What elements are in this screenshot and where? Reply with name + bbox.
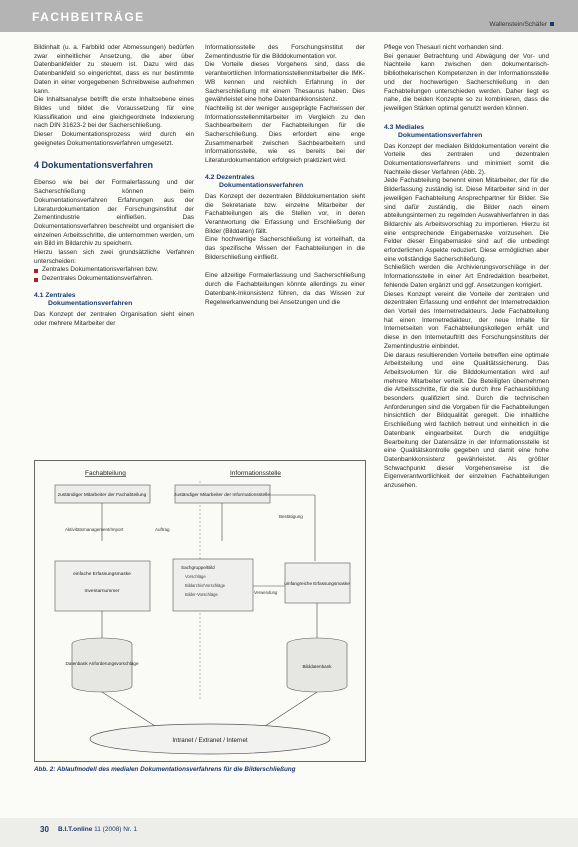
bullet-item [34, 275, 194, 284]
subsection-number: 4.3 Mediales [384, 123, 425, 131]
paragraph: Eine allzeitige Formalerfassung und Sacherschließung durch die Fachabteilungen könnte allerdings zu einer Datenbank-Inkonsistenz führen, da das Wissen zur Regelwerkanwendung bei Ansetzungen und die [205, 272, 365, 306]
subsection-title: Dokumentationsverfahren [398, 131, 483, 139]
paragraph: Schließlich werden die Archivierungsvorschläge in der Informationsstelle in einer Art Endredaktion bearbeitet, fehlende Daten ergänzt und ggf. Ansetzungen korrigiert. [384, 264, 549, 289]
process-diagram [34, 460, 366, 762]
left-group-label-1: einfache Erfassungsmaske [73, 572, 131, 577]
subsection-heading [205, 174, 365, 190]
step-label-right: Bestätigung [279, 514, 303, 519]
database-label-left: Datenbank Anforderungsvorschläge [65, 661, 139, 666]
journal-issue: 11 (2008) Nr. 1 [94, 826, 138, 833]
paragraph: Eine hochwertige Sacherschließung ist vorteilhaft, da das spezifische Wissen der Fachabteilungen in die Bilderschließung einfließt. [205, 236, 365, 261]
column-2 [205, 44, 365, 307]
paragraph: Das Konzept der dezentralen Bilddokumentation sieht die Sekretariate bzw. einzelne Mitarbeiter der Fachabteilungen als die Stellen vor, in deren Verantwortung die Erfassung und Erschließung der Bilder (Bilddaten) fällt. [205, 192, 365, 235]
mid-group-label-1: Sachgruppe/Bild [181, 565, 215, 570]
journal-info [58, 826, 137, 833]
paragraph: Nachteilig ist der weniger ausgeprägte Fachwissen der Informationsstellenmitarbeiter im Vergleich zu den Sachbearbeitern der Fachabteilungen für die Sacherschließung. Dies erfordert eine enge Zusammenarbeit zwischen Sachbearbeitern und Informationsstelle, wie es bereits bei der Literaturdokumentation erfolgreich praktiziert wird. [205, 104, 365, 165]
mid-group-label-4: Bilder-Vorschläge [185, 592, 218, 597]
paragraph: Pflege von Thesauri nicht vorhanden sind. [384, 44, 504, 51]
paragraph: Das Konzept der medialen Bilddokumentation vereint die Vorteile des zentralen und dezentralen Dokumentationsverfahrens und minimiert somit die Nachteile dieser Verfahren (Abb. 2). [384, 142, 549, 176]
paragraph: Jede Fachabteilung benennt einen Mitarbeiter, der für die Bilderfassung zuständig ist. Diese Mitarbeiter sind in der jeweiligen Fachabteilung Ansprechpartner für Bilder. Sie sind dafür zuständig, die Bilder nach einem abteilungsinternen zu regelnden Auswahlverfahren in das Bildarchiv als Arbeitsvorschlag zu importieren. Hierzu ist eine entsprechende Eingabemaske vorzusehen. Die Felder dieser Eingabemaske sind auf die unbedingt erforderlichen Aspekte reduziert. Diese ermöglichen aber eine vollständige Sacherschließung. [384, 177, 549, 263]
actor-label-right: zuständiger Mitarbeiter der Informationsstelle [174, 493, 270, 498]
left-group-label-2: Inventarnummer [84, 589, 120, 594]
paragraph: Informationsstelle des Forschungsinstitut der Zementindustrie für die Bilddokumentation vor. [205, 44, 365, 60]
paragraph: Das Konzept der zentralen Organisation sieht einen oder mehrere Mitarbeiter der [34, 310, 194, 327]
bullet-square-icon [34, 269, 38, 273]
paragraph: Hierzu lassen sich zwei grundsätzliche Verfahren unterscheiden: [34, 249, 194, 265]
column-3 [384, 44, 549, 491]
database-icon-body [72, 644, 132, 692]
bullet-square-icon [34, 278, 38, 282]
paragraph: Bildinhalt (u. a. Farbbild oder Abmessungen) bedürfen zwar einheitlicher Ansetzung, die aber über Datenbankfelder zu steuern ist. Dazu wird das Datenbankfeld so eingerichtet, dass es nur bestimmte Daten in einer vorgegebenen Schreibweise aufnehmen kann. [34, 44, 194, 95]
subsection-title: Dokumentationsverfahren [48, 299, 133, 307]
mid-group-label-2: Vorschläge [185, 574, 206, 579]
paragraph: Dieser Dokumentationsprozess wird durch ein geeignetes Dokumentationsverfahren umgesetzt. [34, 131, 194, 147]
column-1 [34, 44, 194, 328]
lane-title-right: Informationsstelle [230, 470, 281, 477]
subsection-number: 4.2 Dezentrales [205, 173, 255, 181]
subsection-number: 4.1 Zentrales [34, 291, 76, 299]
running-head-authors: Wallenstein/Schäfer [489, 21, 547, 28]
right-group-label: umfangreiche Erfassungsmaske [284, 581, 350, 586]
lane-title-left: Fachabteilung [85, 470, 126, 477]
running-head [489, 21, 554, 28]
paragraph: Die Inhaltsanalyse betrifft die erste Inhaltsebene eines Bildes und bildet die Voraussetzung für eine Klassifikation und eine gleichgeordnete Indexierung nach DIN 31623-2 bei der Sacherschließung. [34, 96, 194, 130]
network-label: Intranet / Extranet / Internet [172, 737, 248, 744]
bullet-text: Zentrales Dokumentationsverfahren bzw. [42, 266, 159, 274]
journal-name: B.I.T.online [58, 826, 93, 833]
left-group-box [55, 561, 150, 611]
subsection-heading [384, 124, 549, 140]
square-marker-icon [550, 22, 554, 26]
paragraph: Dieses Konzept vereint die Vorteile der zentralen und dezentralen Erfassung und entlehnt der Internetredaktion den Vorteil des Internetredakteurs. Jede Fachabteilung hat einen Internetredakteur, der neue Inhalte für Internetseiten von Fachabteilungskollegen erhält und diese in den Internetauftritt des Forschungsinstituts der Zementindustrie einbindet. [384, 290, 549, 350]
subsection-heading [34, 292, 194, 308]
figure-caption: Abb. 2: Ablaufmodell des medialen Dokumentationsverfahrens für die Bilderschließung [34, 766, 296, 773]
paragraph: Ebenso wie bei der Formalerfassung und der Sacherschließung können beim Dokumentationsverfahren Erfahrungen aus der Literaturdokumentation der Forschungsinstitut der Zementindustrie einfließen. Das Dokumentationsverfahren beschreibt und organisiert die einzelnen Arbeitsschritte, die unternommen werden, um ein Bild im Bildarchiv zu speichern. [34, 179, 194, 248]
flow-arrow [265, 692, 317, 726]
subsection-title: Dokumentationsverfahren [219, 181, 304, 189]
paragraph: Bei genauer Betrachtung und Abwägung der Vor- und Nachteile kann zwischen den dokumentarisch-bibliothekarischen Kompetenzen in der Informationsstelle und der hochwertigen Sacherschließung in den Fachabteilungen unterschieden werden. Daher liegt es nahe, die beiden Konzepte so zu kombinieren, dass die jeweiligen Stärken optimal genutzt werden können. [384, 52, 549, 112]
section-heading: 4 Dokumentationsverfahren [34, 160, 154, 171]
section-title: FACHBEITRÄGE [32, 10, 145, 24]
process-diagram-svg [35, 461, 365, 761]
actor-label-left: zuständiger Mitarbeiter der Fachabteilung [57, 493, 147, 498]
step-label-mid: Auftrag [155, 527, 170, 532]
paragraph: Die Vorteile dieses Vorgehens sind, dass die verantwortlichen Informationsstellenmitarbeiter die IMK-WB kennen und reichlich Erfahrung in der Sacherschließung mit einem Thesaurus haben. Dies gewährleistet eine hohe Datenbankkonsistenz. [205, 61, 365, 104]
database-label-right: Bilddatenbank [302, 664, 332, 669]
page-number: 30 [40, 825, 49, 834]
flow-arrow [102, 692, 155, 726]
bullet-text: Dezentrales Dokumentationsverfahren. [42, 275, 153, 283]
mid-group-label-3: Bildarchiv/Vorschläge [185, 583, 226, 588]
paragraph: Die daraus resultierenden Vorteile betreffen eine optimale Arbeitsteilung und eine Qualitätssicherung. Das Arbeitsvolumen für die Bilddokumentation wird auf mehrere Mitarbeiter verteilt. Die Beteiligten übernehmen die Arbeitsschritte, für die sie durch ihre Fachausbildung besonders qualifiziert sind. Durch die technischen Anforderungen sind die Vorgaben für die Fachabteilungen hinsichtlich der Bildqualität geregelt. Die inhaltliche Erschließung wird fachlich betreut und einheitlich in die Datenbank eingearbeitet. Durch die endgültige Bearbeitung der Datensätze in der Informationsstelle ist eine Qualitätskontrolle gegeben und damit eine hohe Datenbankkonsistenz gewährleistet. Als größter Schwachpunkt dieser Vorgehensweise ist die Eigenverantwortlichkeit der einzelnen Fachabteilungen anzusehen. [384, 351, 549, 490]
link-label: Verwendung [254, 590, 278, 595]
bullet-item [34, 266, 194, 275]
step-label-left: Aktivitätsmanagement/Import [65, 527, 124, 532]
